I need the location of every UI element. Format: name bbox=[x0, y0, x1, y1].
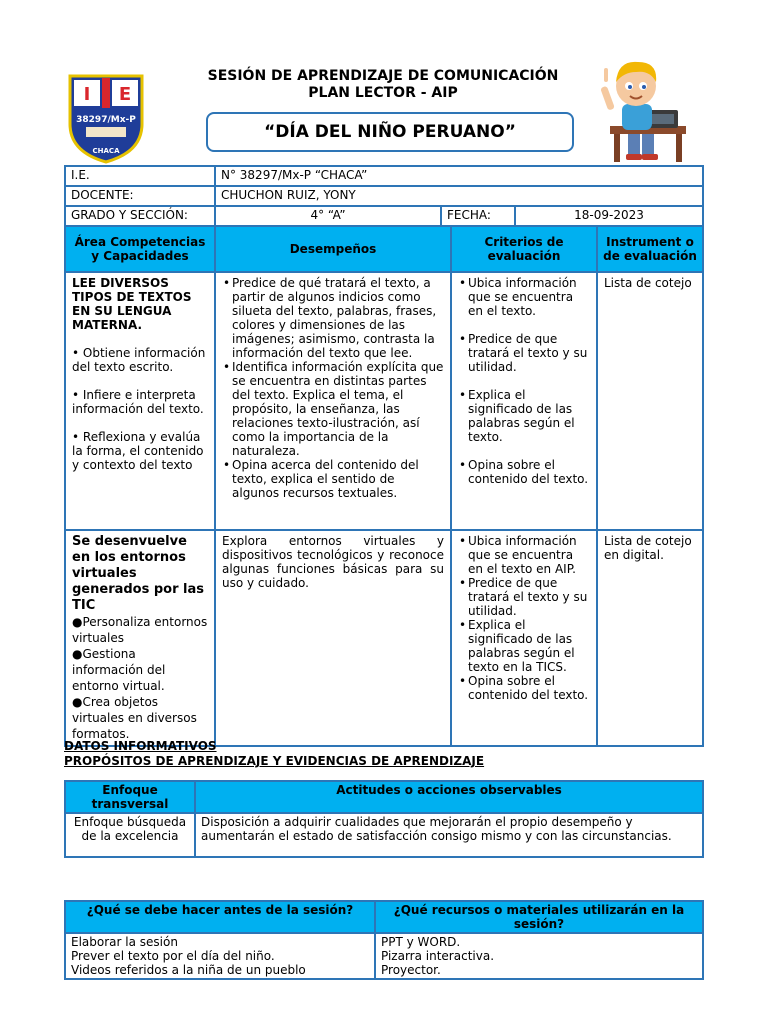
header-instrumento: Instrument o de evaluación bbox=[597, 226, 703, 272]
row2-criterio-4: • Opina sobre el contenido del texto. bbox=[468, 674, 590, 702]
info-row-ie bbox=[65, 166, 703, 186]
antes-item-3: Videos referidos a la niña de un pueblo bbox=[71, 963, 306, 977]
info-row-docente bbox=[65, 186, 703, 206]
header-area: Área Competencias y Capacidades bbox=[65, 226, 215, 272]
logo-letter-e: E bbox=[118, 84, 132, 105]
row1-competencia-title: LEE DIVERSOS TIPOS DE TEXTOS EN SU LENGUA MATERNA. bbox=[72, 276, 192, 332]
row1-desempenos bbox=[215, 272, 451, 530]
session-prep-table bbox=[64, 900, 704, 980]
row1-desempeno-1: • Predice de qué tratará el texto, a partir de algunos indicios como silueta del texto, palabras, frases, colores y dimensiones de las imágenes; asimismo, contrasta la información del texto que lee. bbox=[232, 276, 444, 360]
row2-capacidad-2: ●Gestiona información del entorno virtual. bbox=[72, 647, 166, 693]
title-line-1: SESIÓN DE APRENDIZAJE DE COMUNICACIÓN bbox=[207, 68, 559, 84]
row2-criterio-2: • Predice de que tratará el texto y su utilidad. bbox=[468, 576, 590, 618]
row2-criterio-1: • Ubica información que se encuentra en el texto en AIP. bbox=[468, 534, 590, 576]
row1-instrumento: Lista de cotejo bbox=[597, 272, 703, 530]
header-desempenos: Desempeños bbox=[215, 226, 451, 272]
docente-value: CHUCHON RUIZ, YONY bbox=[215, 186, 703, 206]
ie-value: N° 38297/Mx-P “CHACA” bbox=[215, 166, 703, 186]
recurso-item-1: PPT y WORD. bbox=[381, 935, 461, 949]
recursos-list bbox=[375, 933, 703, 979]
logo-place: CHACA bbox=[92, 147, 120, 155]
info-row-grado bbox=[65, 206, 703, 226]
row2-capacidad-1: ●Personaliza entornos virtuales bbox=[72, 615, 208, 645]
row1-criterio-1: • Ubica información que se encuentra en el texto. bbox=[468, 276, 590, 318]
session-title: “DÍA DEL NIÑO PERUANO” bbox=[264, 122, 516, 142]
page-title bbox=[150, 68, 616, 102]
heading-propositos: PROPÓSITOS DE APRENDIZAJE Y EVIDENCIAS DE APRENDIZAJE bbox=[64, 754, 485, 768]
row1-criterios bbox=[451, 272, 597, 530]
ie-label: I.E. bbox=[65, 166, 215, 186]
row1-capacidad-1: • Obtiene información del texto escrito. bbox=[72, 346, 206, 374]
row1-criterio-2: • Predice de que tratará el texto y su utilidad. bbox=[468, 332, 590, 374]
fecha-value: 18-09-2023 bbox=[515, 206, 703, 226]
antes-item-2: Prever el texto por el día del niño. bbox=[71, 949, 275, 963]
row1-desempeno-3: • Opina acerca del contenido del texto, explica el sentido de algunos recursos textuales. bbox=[232, 458, 444, 500]
logo-letter-i: I bbox=[83, 84, 91, 105]
row2-instrumento: Lista de cotejo en digital. bbox=[597, 530, 703, 746]
docente-label: DOCENTE: bbox=[65, 186, 215, 206]
antes-item-1: Elaborar la sesión bbox=[71, 935, 178, 949]
competencias-table bbox=[64, 225, 704, 747]
row1-capacidad-2: • Infiere e interpreta información del texto. bbox=[72, 388, 204, 416]
grado-value: 4° “A” bbox=[215, 206, 441, 226]
header-criterios: Criterios de evaluación bbox=[451, 226, 597, 272]
actitud-value: Disposición a adquirir cualidades que mejorarán el propio desempeño y aumentarán el estado de satisfacción consigo mismo y con las circunstancias. bbox=[195, 813, 703, 857]
fecha-label: FECHA: bbox=[441, 206, 515, 226]
info-table bbox=[64, 165, 704, 227]
enfoque-table bbox=[64, 780, 704, 858]
heading-datos-informativos: DATOS INFORMATIVOS bbox=[64, 739, 217, 753]
header-recursos: ¿Qué recursos o materiales utilizarán en la sesión? bbox=[375, 901, 703, 933]
logo-code: 38297/Mx-P bbox=[76, 115, 136, 125]
recurso-item-2: Pizarra interactiva. bbox=[381, 949, 495, 963]
header-enfoque: Enfoque transversal bbox=[65, 781, 195, 813]
row1-capacidad-3: • Reflexiona y evalúa la forma, el contenido y contexto del texto bbox=[72, 430, 204, 472]
row2-criterios bbox=[451, 530, 597, 746]
row2-competencias bbox=[65, 530, 215, 746]
antes-list bbox=[65, 933, 375, 979]
row1-criterio-4: • Opina sobre el contenido del texto. bbox=[468, 458, 590, 486]
enfoque-value: Enfoque búsqueda de la excelencia bbox=[65, 813, 195, 857]
session-title-box bbox=[206, 112, 574, 152]
row1-competencias bbox=[65, 272, 215, 530]
title-line-2: PLAN LECTOR - AIP bbox=[308, 85, 458, 101]
school-logo bbox=[66, 72, 146, 164]
row1-criterio-3: • Explica el significado de las palabras según el texto. bbox=[468, 388, 590, 444]
row2-criterio-3: • Explica el significado de las palabras según el texto en la TICS. bbox=[468, 618, 590, 674]
boy-with-laptop-illustration bbox=[596, 56, 700, 164]
grado-label: GRADO Y SECCIÓN: bbox=[65, 206, 215, 226]
recurso-item-3: Proyector. bbox=[381, 963, 441, 977]
row2-competencia-title: Se desenvuelve en los entornos virtuales generados por las TIC bbox=[72, 534, 205, 613]
header-antes: ¿Qué se debe hacer antes de la sesión? bbox=[65, 901, 375, 933]
row2-desempeno: Explora entornos virtuales y dispositivos tecnológicos y reconoce algunas funciones básicas para su uso y cuidado. bbox=[215, 530, 451, 746]
header-actitudes: Actitudes o acciones observables bbox=[195, 781, 703, 813]
row2-capacidad-3: ●Crea objetos virtuales en diversos formatos. bbox=[72, 695, 197, 741]
row1-desempeno-2: • Identifica información explícita que se encuentra en distintas partes del texto. Explica el tema, el propósito, la enseñanza, las relaciones texto-ilustración, así como la importancia de la naturaleza. bbox=[232, 360, 444, 458]
